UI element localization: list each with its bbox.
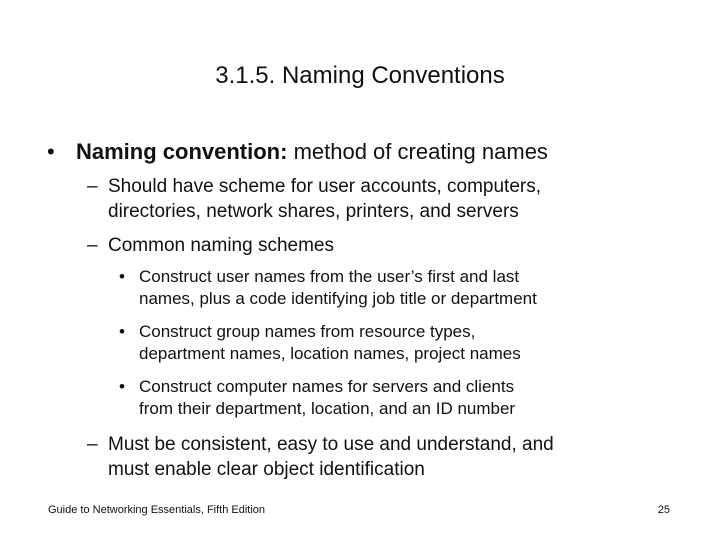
- bullet-marker: •: [119, 377, 125, 396]
- main-bullet-term: Naming convention:: [76, 139, 288, 164]
- scheme-line: Construct user names from the user’s first and last: [139, 267, 520, 286]
- bullet-marker: •: [119, 267, 125, 286]
- scheme-line: names, plus a code identifying job title or department: [139, 288, 537, 308]
- sub-bullet-text: [108, 233, 334, 258]
- bullet-marker: •: [119, 322, 125, 341]
- sub-bullet-line: Must be consistent, easy to use and understand, and: [108, 434, 554, 455]
- sub-bullet-line: directories, network shares, printers, and servers: [108, 201, 519, 222]
- sub-bullet-text: [108, 174, 541, 224]
- scheme-line: Construct computer names for servers and clients: [139, 377, 515, 396]
- slide-title: 3.1.5. Naming Conventions: [215, 62, 505, 89]
- main-bullet-definition: method of creating names: [287, 139, 548, 164]
- scheme-line: Construct group names from resource types,: [139, 322, 476, 341]
- scheme-line: department names, location names, project names: [139, 343, 521, 363]
- sub-bullet-line: Should have scheme for user accounts, computers,: [108, 176, 542, 197]
- scheme-text: [139, 321, 521, 364]
- dash-marker: –: [87, 176, 98, 197]
- sub-bullet-line: must enable clear object identification: [108, 459, 425, 480]
- main-bullet-text: [76, 138, 548, 166]
- dash-marker: –: [87, 434, 98, 455]
- dash-marker: –: [87, 235, 98, 256]
- footer-source: Guide to Networking Essentials, Fifth Edition: [48, 504, 266, 516]
- sub-bullet-text: [108, 432, 554, 482]
- scheme-line: from their department, location, and an ID number: [139, 398, 516, 418]
- page-number: 25: [657, 504, 670, 516]
- scheme-text: [139, 376, 515, 419]
- sub-bullet-line: Common naming schemes: [108, 235, 334, 256]
- scheme-text: [139, 266, 537, 309]
- bullet-marker: •: [47, 139, 55, 164]
